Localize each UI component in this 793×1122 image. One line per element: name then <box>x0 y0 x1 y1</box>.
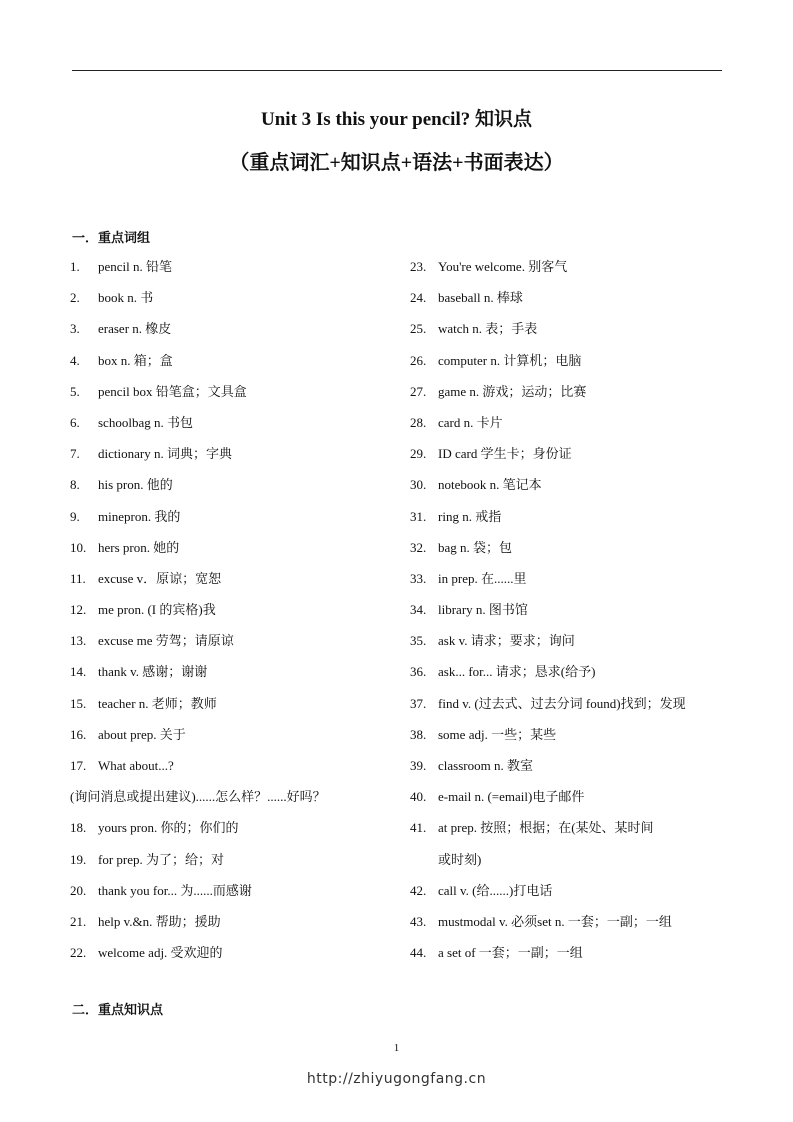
vocab-item: 19. for prep. 为了；给；对 <box>70 851 225 867</box>
vocab-item: 31. ring n. 戒指 <box>410 508 502 524</box>
vocab-item: 13. excuse me 劳驾；请原谅 <box>70 633 234 649</box>
vocab-item: 11. excuse v．原谅；宽恕 <box>70 570 222 586</box>
vocab-item: 1. pencil n. 铅笔 <box>70 259 173 274</box>
vocab-item: 22. welcome adj. 受欢迎的 <box>70 945 223 961</box>
vocab-item: 5. pencil box 铅笔盒；文具盒 <box>70 383 247 399</box>
vocab-item: 35. ask v. 请求；要求；询问 <box>410 633 575 649</box>
vocab-item: 39. classroom n. 教室 <box>410 758 533 773</box>
vocab-item: 38. some adj. 一些；某些 <box>410 726 557 742</box>
page-number: 1 <box>393 1042 400 1054</box>
vocab-item: 2. book n. 书 <box>70 290 154 306</box>
section-heading-vocabulary: 一．重点词组 <box>72 230 151 245</box>
vocab-item: 8. his pron. 他的 <box>70 477 173 493</box>
vocab-item: 23. You're welcome. 别客气 <box>410 259 568 274</box>
vocab-list-left <box>70 256 395 973</box>
vocab-item: 9. minepron. 我的 <box>70 508 181 524</box>
vocab-item: 14. thank v. 感谢；谢谢 <box>70 664 208 680</box>
vocab-item: 29. ID card 学生卡；身份证 <box>410 446 572 462</box>
vocab-item: 36. ask... for... 请求；恳求(给予) <box>410 664 596 680</box>
header-rule <box>72 70 722 71</box>
footer-url: http://zhiyugongfang.cn <box>306 1071 487 1087</box>
vocab-item: 33. in prep. 在......里 <box>410 570 527 586</box>
vocab-item: 17. What about...? <box>70 758 174 773</box>
vocab-list-right <box>410 256 725 973</box>
vocab-item: 41. at prep. 按照；根据；在(某处、某时间 <box>410 820 654 836</box>
vocab-item: 24. baseball n. 棒球 <box>410 290 523 306</box>
vocab-item-continuation: 或时刻) <box>438 851 482 867</box>
section-heading-key-points: 二．重点知识点 <box>72 1002 164 1017</box>
vocab-item: 6. schoolbag n. 书包 <box>70 414 193 430</box>
document-subtitle: （重点词汇+知识点+语法+书面表达） <box>229 152 564 174</box>
vocab-item: 18. yours pron. 你的；你们的 <box>70 820 239 836</box>
vocab-item: 16. about prep. 关于 <box>70 726 186 742</box>
vocab-item: 44. a set of 一套；一副；一组 <box>410 945 583 961</box>
vocab-item: 25. watch n. 表；手表 <box>410 321 538 337</box>
vocab-item: 43. mustmodal v. 必须set n. 一套；一副；一组 <box>410 913 672 929</box>
vocab-item: 42. call v. (给......)打电话 <box>410 882 553 898</box>
vocab-item: 32. bag n. 袋；包 <box>410 539 513 555</box>
vocab-item: 12. me pron. (I 的宾格)我 <box>70 602 216 618</box>
vocab-item: 37. find v. (过去式、过去分词 found)找到；发现 <box>410 695 686 711</box>
vocab-item: 4. box n. 箱；盒 <box>70 352 173 368</box>
vocab-item-continuation: (询问消息或提出建议)......怎么样？......好吗？ <box>70 789 326 805</box>
vocab-item: 40. e-mail n. (=email)电子邮件 <box>410 789 585 805</box>
vocab-item: 3. eraser n. 橡皮 <box>70 321 172 337</box>
vocab-item: 27. game n. 游戏；运动；比赛 <box>410 383 587 399</box>
vocab-item: 21. help v.&n. 帮助；援助 <box>70 913 221 929</box>
vocab-item: 26. computer n. 计算机；电脑 <box>410 352 582 368</box>
vocab-item: 10. hers pron. 她的 <box>70 539 180 555</box>
vocab-item: 7. dictionary n. 词典；字典 <box>70 446 232 462</box>
document-title: Unit 3 Is this your pencil? 知识点 <box>261 109 532 130</box>
vocab-item: 20. thank you for... 为......而感谢 <box>70 882 252 898</box>
vocab-item: 30. notebook n. 笔记本 <box>410 477 542 493</box>
vocab-item: 15. teacher n. 老师；教师 <box>70 695 217 711</box>
vocab-item: 34. library n. 图书馆 <box>410 602 528 618</box>
vocab-item: 28. card n. 卡片 <box>410 414 503 430</box>
